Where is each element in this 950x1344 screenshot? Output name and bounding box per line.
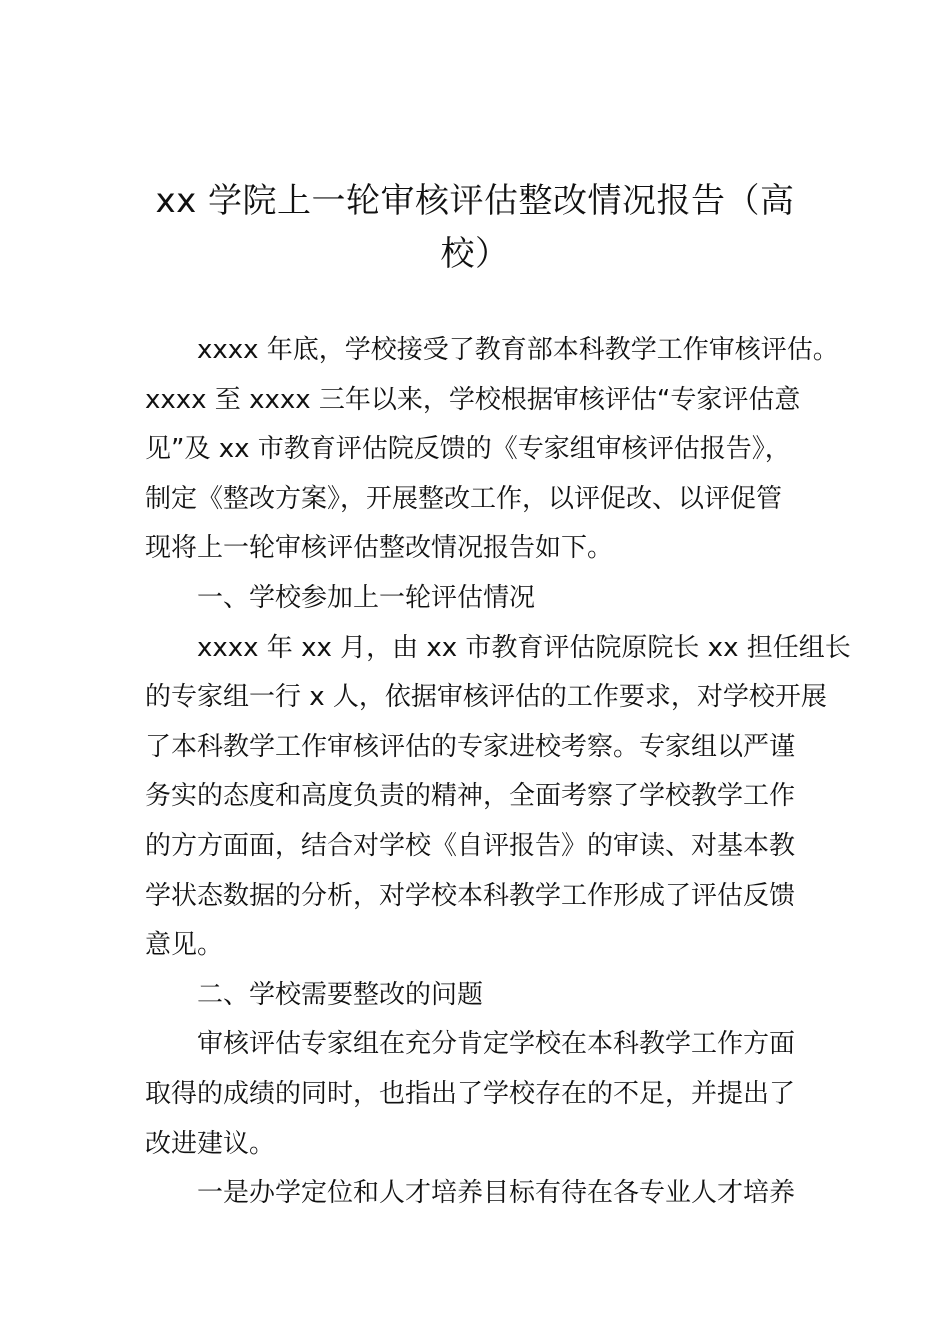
body-line: 改进建议。 — [145, 1128, 276, 1159]
body-line: xxxx 年底，学校接受了教育部本科教学工作审核评估。 — [197, 335, 839, 365]
title-line-1: xx 学院上一轮审核评估整改情况报告（高 — [155, 181, 795, 221]
body-line: 务实的态度和高度负责的精神，全面考察了学校教学工作 — [145, 781, 796, 812]
body-line: 见”及 xx 市教育评估院反馈的《专家组审核评估报告》， — [145, 434, 791, 465]
section-heading: 一、学校参加上一轮评估情况 — [197, 582, 536, 613]
body-line: 学状态数据的分析，对学校本科教学工作形成了评估反馈 — [145, 880, 796, 911]
body-line: xxxx 至 xxxx 三年以来，学校根据审核评估“专家评估意 — [145, 384, 801, 415]
body-line: 了本科教学工作审核评估的专家进校考察。专家组以严谨 — [145, 731, 796, 762]
section-heading: 二、学校需要整改的问题 — [197, 979, 484, 1010]
body-line: 一是办学定位和人才培养目标有待在各专业人才培养 — [197, 1178, 796, 1209]
title-line-2: 校） — [440, 234, 510, 274]
document-title — [140, 175, 810, 281]
body-line: 审核评估专家组在充分肯定学校在本科教学工作方面 — [197, 1029, 796, 1060]
body-line: xxxx 年 xx 月，由 xx 市教育评估院原院长 xx 担任组长 — [197, 632, 851, 663]
body-line: 取得的成绩的同时，也指出了学校存在的不足，并提出了 — [145, 1078, 796, 1109]
body-line: 的专家组一行 x 人，依据审核评估的工作要求，对学校开展 — [145, 682, 827, 713]
body-line: 意见。 — [145, 930, 224, 961]
document-body — [145, 326, 851, 1219]
body-line: 制定《整改方案》，开展整改工作，以评促改、以评促管 — [145, 483, 783, 514]
body-line: 的方方面面，结合对学校《自评报告》的审读、对基本教 — [145, 830, 796, 861]
body-line: 现将上一轮审核评估整改情况报告如下。 — [145, 533, 614, 564]
